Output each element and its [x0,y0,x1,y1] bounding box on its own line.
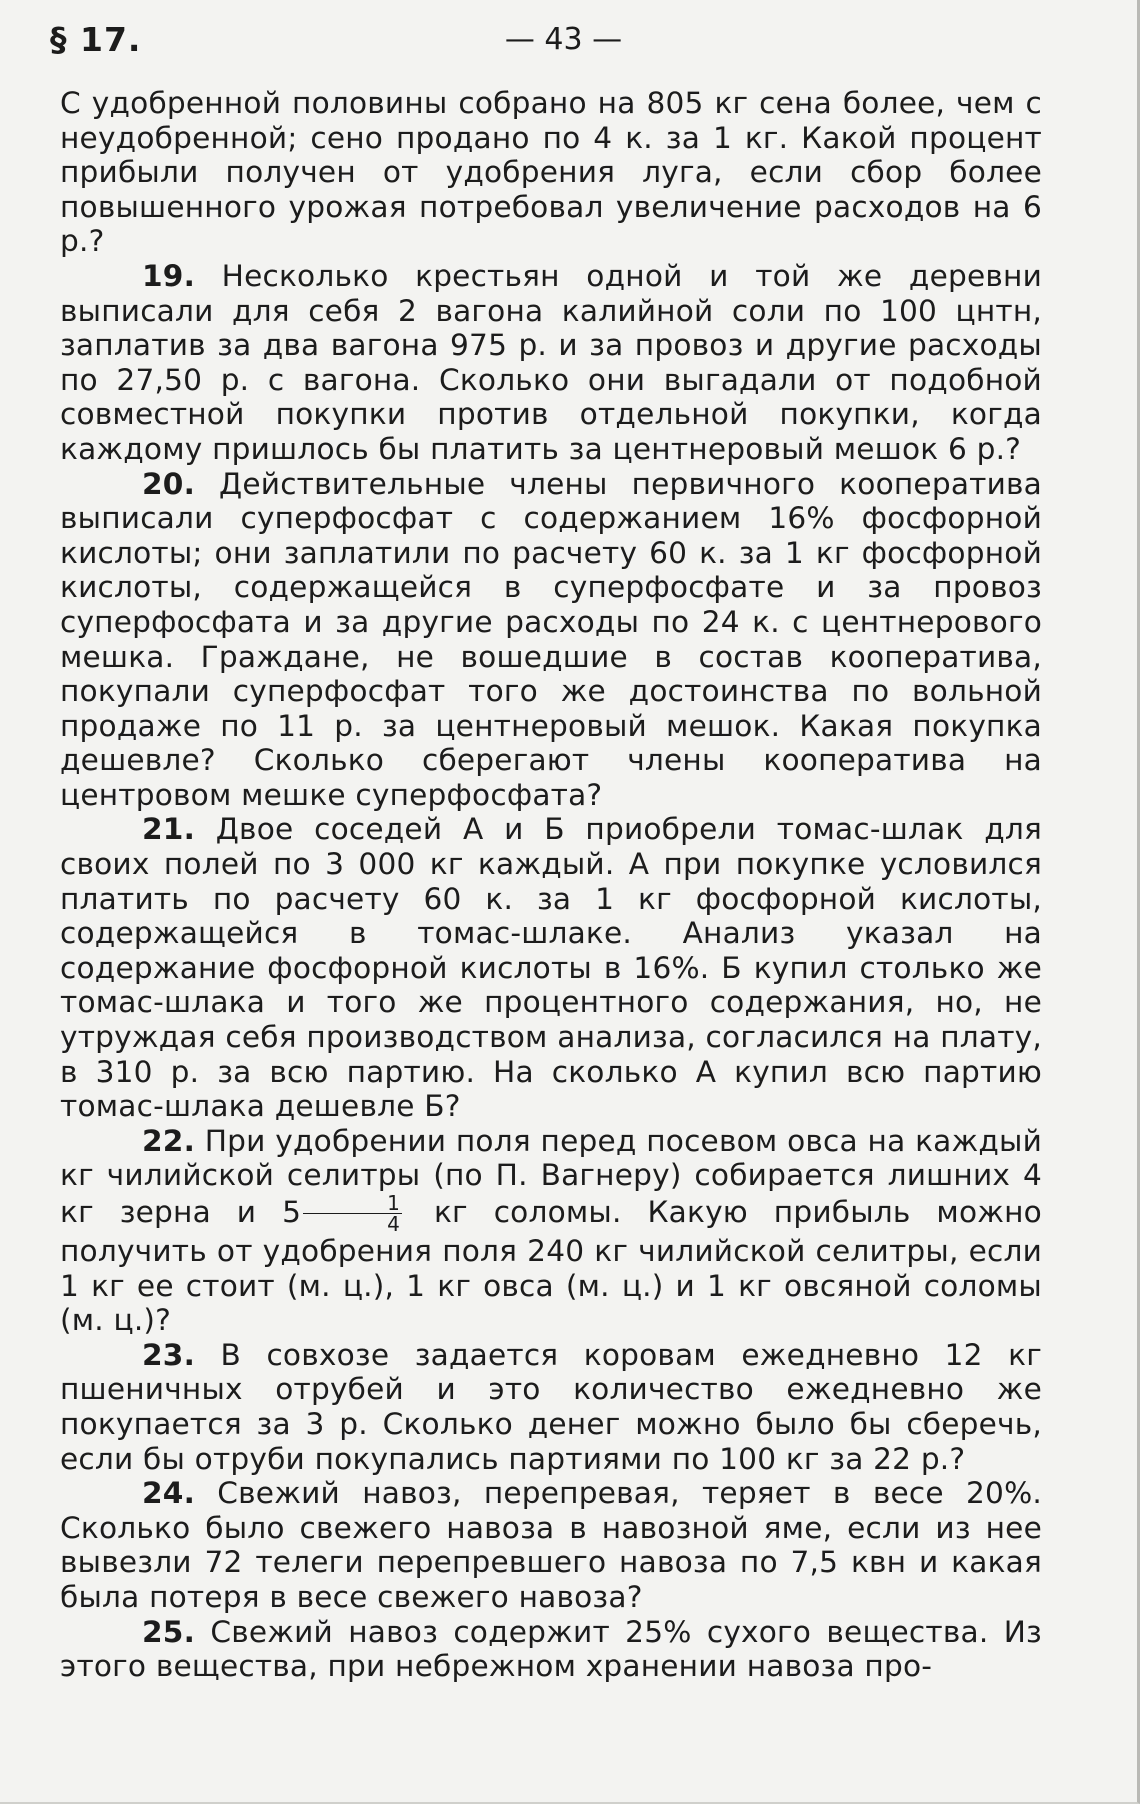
problem-21 [60,812,1042,1123]
page-body [60,86,1042,1684]
problem-text: Свежий навоз, перепревая, теряет в весе 20%. Сколько было свежего навоза в навозной яме, если из нее вывезли 72 телеги перепревшего навоза по 7,5 квн и какая была потеря в весе свежего навоза? [60,1476,1042,1614]
problem-text-start: При удобрении поля перед посевом овса на каждый кг чилийской селитры (по П. Вагнеру) собирается лишних 4 кг зерна и 5 [60,1123,1043,1229]
problem-text: Свежий навоз содержит 25% сухого вещества. Из этого вещества, при небрежном хранении навоза про- [60,1614,1042,1684]
problem-number: 23. [142,1337,196,1372]
page-number: — 43 — [504,22,623,57]
problem-text: Двое соседей А и Б приобрели томас-шлак для своих полей по 3 000 кг каждый. А при покупке условился платить по расчету 60 к. за 1 кг фосфорной кислоты, содержащейся в томас-шлаке. Анализ указал на содержание фосфорной кислоты в 16%. Б купил столько же томас-шлака и того же процентного содержания, но, не утруждая себя производством анализа, согласился на плату, в 310 р. за всю партию. На сколько А купил всю партию томас-шлака дешевле Б? [60,812,1042,1124]
paragraph-continuation [60,86,1042,259]
problem-number: 20. [142,466,196,501]
problem-24 [60,1476,1042,1614]
fraction-denominator: 4 [387,1212,401,1236]
problem-25 [60,1615,1042,1684]
page-header [50,20,1077,70]
section-number: § 17. [50,20,142,59]
problem-23 [60,1338,1042,1476]
fraction [303,1193,402,1234]
paragraph-text: С удобренной половины собрано на 805 кг сена более, чем с неудобренной; сено продано по 4 к. за 1 кг. Какой процент прибыли получен от удобрения луга, если сбор более повышенного урожая потребовал увеличение расходов на 6 р.? [60,86,1042,259]
problem-number: 24. [142,1476,196,1511]
problem-text: Действительные члены первичного кооператива выписали суперфосфат с содержанием 16% фосфорной кислоты; они заплатили по расчету 60 к. за 1 кг фосфорной кислоты, содержащейся в суперфосфате и за провоз суперфосфата и за другие расходы по 24 к. с центнерового мешка. Граждане, не вошедшие в состав кооператива, покупали суперфосфат того же достоинства по вольной продаже по 11 р. за центнеровый мешок. Какая покупка дешевле? Сколько сберегают члены кооператива на центровом мешке суперфосфата? [60,466,1042,812]
problem-text: Несколько крестьян одной и той же деревни выписали для себя 2 вагона калийной соли по 100 цнтн, заплатив за два вагона 975 р. и за провоз и другие расходы по 27,50 р. с вагона. Сколько они выгадали от подобной совместной покупки против отдельной покупки, когда каждому пришлось бы платить за центнеровый мешок 6 р.? [60,258,1042,466]
fraction-numerator: 1 [303,1193,402,1214]
problem-number: 21. [142,812,196,847]
problem-text-end: кг соломы. Какую прибыль можно получить от удобрения поля 240 кг чилийской селитры, если 1 кг ее стоит (м. ц.), 1 кг овса (м. ц.) и 1 кг овсяной соломы (м. ц.)? [60,1195,1042,1338]
problem-20 [60,467,1042,813]
problem-19 [60,259,1042,467]
problem-number: 25. [142,1614,196,1649]
problem-number: 22. [142,1123,196,1158]
problem-text: В совхозе задается коровам ежедневно 12 кг пшеничных отрубей и это количество ежедневно же покупается за 3 р. Сколько денег можно было бы сберечь, если бы отруби покупались партиями по 100 кг за 22 р.? [60,1337,1042,1476]
problem-number: 19. [142,258,196,293]
problem-22 [60,1124,1042,1338]
